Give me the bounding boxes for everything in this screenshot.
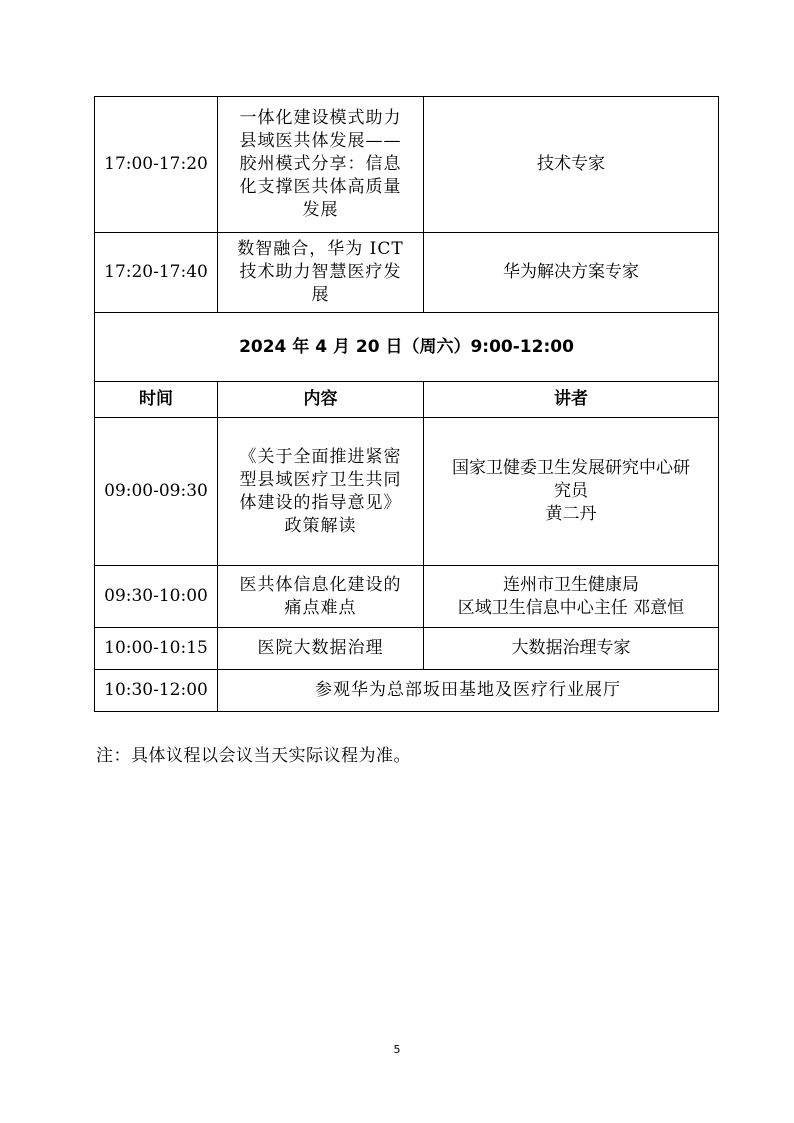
speaker-line: 大数据治理专家 [511, 638, 631, 658]
date-row [95, 313, 719, 382]
content-line: 型县域医疗卫生共同 [239, 469, 402, 490]
content-line: 胶州模式分享：信息 [239, 154, 402, 174]
table-row [95, 97, 719, 233]
content-line: 发展 [302, 200, 339, 220]
speaker-cell [424, 628, 719, 670]
date-header: 2024 年 4 月 20 日（周六）9:00-12:00 [95, 313, 719, 382]
table-row [95, 566, 719, 628]
content-line: 痛点难点 [284, 597, 357, 618]
content-cell [218, 97, 424, 233]
content-line: 体建设的指导意见》 [239, 492, 402, 513]
table-row [95, 670, 719, 712]
speaker-line: 究员 [554, 481, 588, 501]
activity-cell: 参观华为总部坂田基地及医疗行业展厅 [218, 670, 719, 712]
content-line: 医院大数据治理 [257, 638, 384, 658]
content-cell [218, 628, 424, 670]
content-line: 县域医共体发展—— [239, 131, 402, 151]
speaker-line: 技术专家 [537, 154, 605, 174]
speaker-line: 华为解决方案专家 [503, 262, 639, 282]
table-row [95, 628, 719, 670]
content-line: 政策解读 [284, 515, 357, 536]
time-cell: 10:30-12:00 [95, 670, 218, 712]
time-cell: 17:00-17:20 [95, 97, 218, 233]
content-cell [218, 418, 424, 566]
column-header-speaker: 讲者 [424, 382, 719, 418]
speaker-line: 区域卫生信息中心主任 邓意恒 [457, 597, 685, 618]
content-line: 《关于全面推进紧密 [239, 446, 402, 467]
content-line: 医共体信息化建设的 [239, 574, 402, 595]
column-header-row [95, 382, 719, 418]
time-cell: 10:00-10:15 [95, 628, 218, 670]
speaker-cell [424, 418, 719, 566]
speaker-cell [424, 97, 719, 233]
content-cell [218, 233, 424, 313]
content-line: 数智融合，华为 ICT [237, 239, 404, 259]
time-cell: 09:30-10:00 [95, 566, 218, 628]
time-cell: 17:20-17:40 [95, 233, 218, 313]
speaker-cell [424, 566, 719, 628]
speaker-line: 黄二丹 [545, 504, 597, 524]
speaker-line: 国家卫健委卫生发展研究中心研 [452, 458, 690, 478]
time-cell: 09:00-09:30 [95, 418, 218, 566]
table-row [95, 418, 719, 566]
content-line: 展 [311, 285, 330, 305]
content-line: 技术助力智慧医疗发 [239, 262, 402, 282]
speaker-line: 连州市卫生健康局 [503, 574, 639, 595]
table-row [95, 233, 719, 313]
content-line: 一体化建设模式助力 [239, 108, 402, 128]
content-cell [218, 566, 424, 628]
speaker-cell [424, 233, 719, 313]
agenda-table [94, 96, 719, 712]
agenda-note: 注：具体议程以会议当天实际议程为准。 [96, 746, 411, 766]
content-line: 化支撑医共体高质量 [239, 177, 402, 197]
page-number: 5 [393, 1043, 401, 1056]
column-header-content: 内容 [218, 382, 424, 418]
column-header-time: 时间 [95, 382, 218, 418]
